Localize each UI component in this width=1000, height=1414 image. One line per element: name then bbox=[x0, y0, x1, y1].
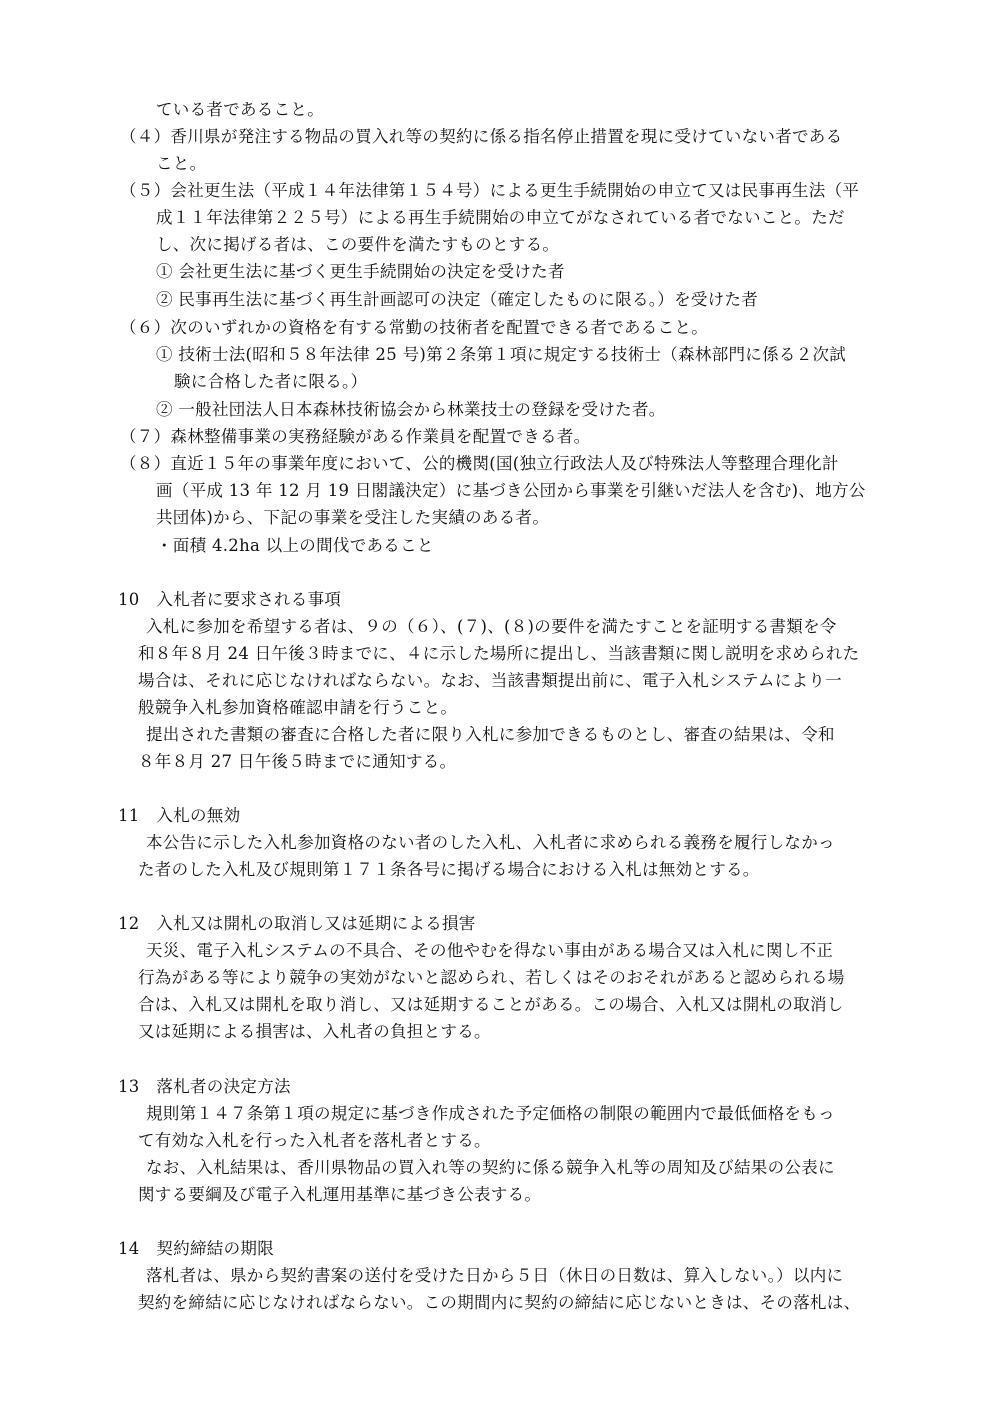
text-line: 規則第１４７条第１項の規定に基づき作成された予定価格の制限の範囲内で最低価格をもっ bbox=[146, 1104, 835, 1123]
text-line: ② 一般社団法人日本森林技術協会から林業技士の登録を受けた者。 bbox=[156, 400, 666, 419]
text-line: 入札に参加を希望する者は、９の（６）、(７)、(８)の要件を満たすことを証明する書類を令 bbox=[146, 617, 837, 636]
text-line: 合は、入札又は開札を取り消し、又は延期することがある。この場合、入札又は開札の取消し bbox=[138, 995, 844, 1014]
text-line: （６）次のいずれかの資格を有する常勤の技術者を配置できる者であること。 bbox=[120, 318, 708, 337]
text-line: （４）香川県が発注する物品の買入れ等の契約に係る指名停止措置を現に受けていない者である bbox=[120, 127, 843, 146]
text-line: し、次に掲げる者は、この要件を満たすものとする。 bbox=[156, 235, 560, 254]
text-line: 和８年８月 24 日午後３時までに、４に示した場所に提出し、当該書類に関し説明を求められた bbox=[138, 644, 860, 663]
section-heading: 11 入札の無効 bbox=[118, 806, 241, 825]
text-line: 関する要綱及び電子入札運用基準に基づき公表する。 bbox=[138, 1185, 542, 1204]
text-line: 場合は、それに応じなければならない。なお、当該書類提出前に、電子入札システムにより一 bbox=[138, 671, 842, 690]
text-line: （７）森林整備事業の実務経験がある作業員を配置できる者。 bbox=[120, 427, 591, 446]
text-line: ・面積 4.2ha 以上の間伐であること bbox=[156, 536, 434, 555]
text-line: ① 会社更生法に基づく更生手続開始の決定を受けた者 bbox=[156, 262, 565, 281]
text-line: こと。 bbox=[156, 154, 207, 173]
section-heading: 10 入札者に要求される事項 bbox=[118, 590, 342, 609]
text-line: 天災、電子入札システムの不具合、その他やむを得ない事由がある場合又は入札に関し不正 bbox=[146, 941, 834, 960]
section-heading: 13 落札者の決定方法 bbox=[118, 1077, 291, 1096]
text-line: 画（平成 13 年 12 月 19 日閣議決定）に基づき公団から事業を引継いだ法人を含む)、地方公 bbox=[156, 481, 866, 500]
text-line: 験に合格した者に限る。） bbox=[174, 372, 368, 391]
text-line: ② 民事再生法に基づく再生計画認可の決定（確定したものに限る。）を受けた者 bbox=[156, 290, 759, 309]
text-line: 行為がある等により競争の実効がないと認められ、若しくはそのおそれがあると認められる場 bbox=[138, 968, 845, 987]
text-line: 落札者は、県から契約書案の送付を受けた日から５日（休日の日数は、算入しない。）以内に bbox=[146, 1266, 844, 1285]
section-heading: 12 入札又は開札の取消し又は延期による損害 bbox=[118, 914, 476, 933]
text-line: 又は延期による損害は、入札者の負担とする。 bbox=[138, 1022, 491, 1041]
text-line: て有効な入札を行った入札者を落札者とする。 bbox=[138, 1131, 491, 1150]
text-line: ８年８月 27 日午後５時までに通知する。 bbox=[138, 752, 457, 771]
text-line: 本公告に示した入札参加資格のない者のした入札、入札者に求められる義務を履行しなかっ bbox=[146, 833, 835, 852]
text-line: 共団体)から、下記の事業を受注した実績のある者。 bbox=[156, 508, 550, 527]
text-line: （５）会社更生法（平成１４年法律第１５４号）による更生手続開始の申立て又は民事再生法（平 bbox=[120, 181, 860, 200]
text-line: ている者であること。 bbox=[156, 100, 324, 119]
section-heading: 14 契約締結の期限 bbox=[118, 1239, 274, 1258]
text-line: なお、入札結果は、香川県物品の買入れ等の契約に係る競争入札等の周知及び結果の公表に bbox=[146, 1158, 835, 1177]
text-line: ① 技術士法(昭和５８年法律 25 号)第２条第１項に規定する技術士（森林部門に係る２次試 bbox=[156, 345, 847, 364]
text-line: 般競争入札参加資格確認申請を行うこと。 bbox=[138, 698, 458, 717]
text-line: た者のした入札及び規則第１７１条各号に掲げる場合における入札は無効とする。 bbox=[138, 860, 760, 879]
text-line: 成１１年法律第２２５号）による再生手続開始の申立てがなされている者でないこと。ただ bbox=[156, 208, 845, 227]
text-line: 提出された書類の審査に合格した者に限り入札に参加できるものとし、審査の結果は、令和 bbox=[146, 725, 835, 744]
text-line: （８）直近１５年の事業年度において、公的機関(国(独立行政法人及び特殊法人等整理合理化計 bbox=[120, 454, 839, 473]
text-line: 契約を締結に応じなければならない。この期間内に契約の締結に応じないときは、その落札は、 bbox=[138, 1293, 861, 1312]
